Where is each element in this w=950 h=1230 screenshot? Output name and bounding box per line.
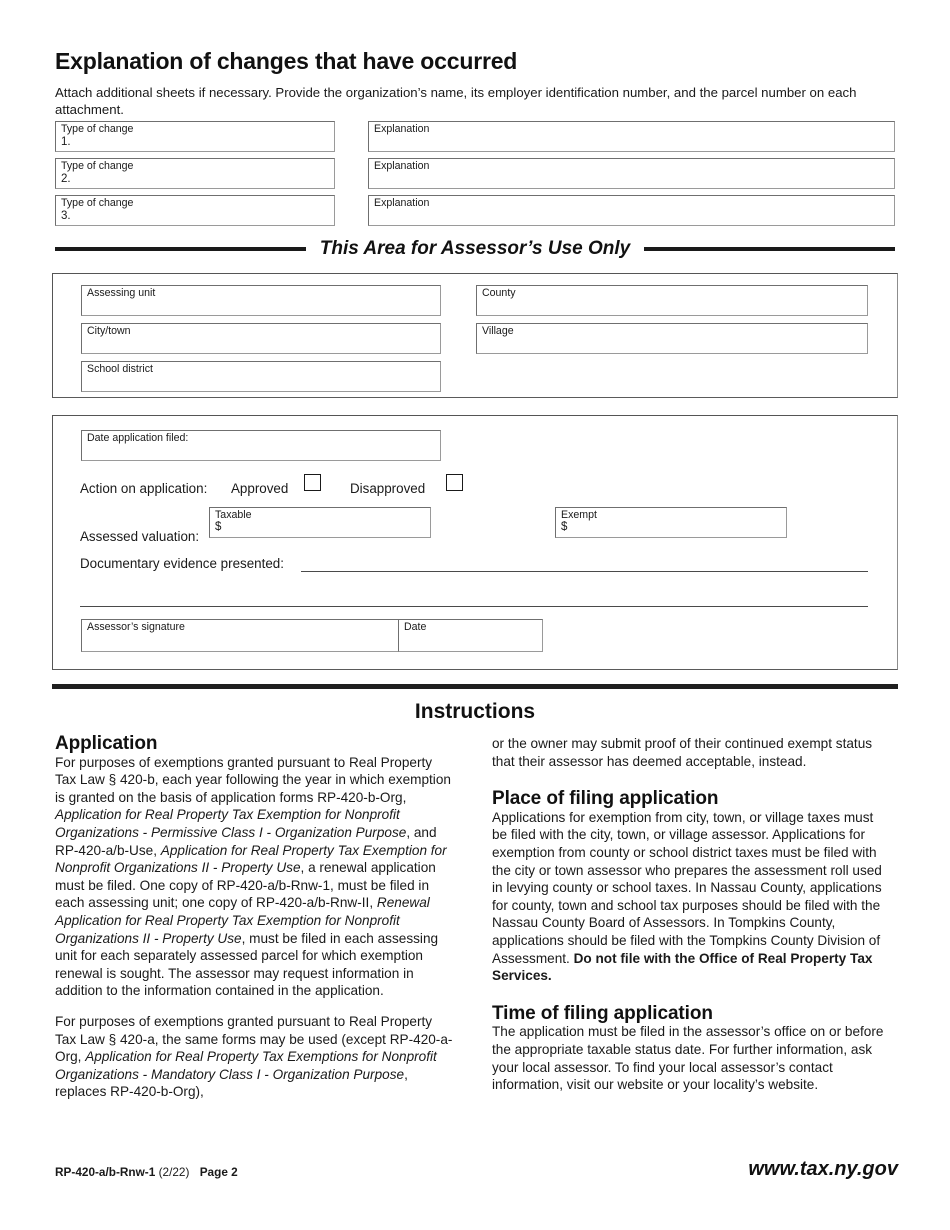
date-application-filed-field[interactable] [81,430,441,461]
application-paragraph-1: For purposes of exemptions granted pursuant to Real Property Tax Law § 420-b, each year following the year in which exemption is granted on the basis of application forms RP-420-b-Org, Application for Real Property Tax Exemption for Nonprofit Organizations - Permissive Class I - Organization Purpose, and RP-420-a/b-Use, Application for Real Property Tax Exemption for Nonprofit Organizations II - Property Use, a renewal application must be filed. One copy of RP-420-a/b-Rnw-1, must be filed in each assessing unit; one copy of RP-420-a/b-Rnw-II, Renewal Application for Real Property Tax Exemption for Nonprofit Organizations II - Property Use, must be filed in each assessing unit for each separately assessed parcel for which exemption renewal is sought. The assessor may request information in addition to the information contained in the application. [55,754,451,999]
documentary-evidence-label: Documentary evidence presented: [80,556,284,571]
date-application-filed-label: Date application filed: [87,432,189,444]
banner-rule-left [55,247,306,251]
instructions-right-column [492,735,892,1094]
city-town-field[interactable] [81,323,441,354]
application-paragraph-2: For purposes of exemptions granted pursuant to Real Property Tax Law § 420-a, the same forms may be used (except RP-420-a-Org, Application for Real Property Tax Exemptions for Nonprofit Organizations - Mandatory Class I - Organization Purpose, replaces RP-420-b-Org), [55,1013,453,1100]
footer-website: www.tax.ny.gov [748,1158,898,1180]
disapproved-checkbox[interactable] [446,474,463,491]
type-of-change-label-3: Type of change [61,197,134,209]
type-of-change-label-1: Type of change [61,123,134,135]
explanation-field-1[interactable] [368,121,895,152]
documentary-evidence-line-2[interactable] [80,606,868,607]
type-of-change-field-3[interactable] [55,195,335,226]
footer-page-number: Page 2 [199,1165,238,1179]
approved-checkbox[interactable] [304,474,321,491]
footer-form-code: RP-420-a/b-Rnw-1 [55,1165,156,1179]
footer-form-info [55,1165,238,1179]
time-of-filing-paragraph: The application must be filed in the assessor’s office on or before the appropriate taxable status date. For further information, ask your local assessor. To find your local assessor’s contact information, visit our website or your locality’s website. [492,1024,884,1093]
explanation-field-2[interactable] [368,158,895,189]
approved-label: Approved [231,481,289,496]
type-of-change-field-2[interactable] [55,158,335,189]
type-of-change-number-1: 1. [61,136,71,148]
city-town-label: City/town [87,325,131,337]
banner-rule-right [644,247,895,251]
assessing-unit-label: Assessing unit [87,287,156,299]
place-of-filing-heading: Place of filing application [492,788,719,810]
assessor-date-label: Date [404,621,427,633]
assessing-unit-field[interactable] [81,285,441,316]
assessor-date-field[interactable] [398,619,543,652]
explanation-label-3: Explanation [374,197,430,209]
county-label: County [482,287,516,299]
instructions-title: Instructions [414,700,536,723]
taxable-label: Taxable [215,509,252,521]
type-of-change-label-2: Type of change [61,160,134,172]
action-on-application-label: Action on application: [80,481,208,496]
school-district-field[interactable] [81,361,441,392]
school-district-label: School district [87,363,153,375]
assessed-valuation-label: Assessed valuation: [80,529,200,544]
page-title: Explanation of changes that have occurred [55,48,518,74]
assessor-action-panel [52,415,898,670]
exempt-currency-symbol: $ [561,521,568,533]
type-of-change-number-3: 3. [61,210,71,222]
documentary-evidence-line-1[interactable] [301,571,868,572]
application-continued-paragraph: or the owner may submit proof of their continued exempt status that their assessor has deemed acceptable, instead. [492,736,873,769]
assessor-signature-field[interactable] [81,619,399,652]
footer-revision: (2/22) [158,1165,190,1179]
village-label: Village [482,325,514,337]
type-of-change-number-2: 2. [61,173,71,185]
taxable-currency-symbol: $ [215,521,222,533]
exempt-valuation-field[interactable] [555,507,787,538]
section-subtitle: Attach additional sheets if necessary. Provide the organization’s name, its employer identification number, and the parcel number on each attachment. [55,85,857,117]
exempt-label: Exempt [561,509,597,521]
disapproved-label: Disapproved [350,481,426,496]
type-of-change-field-1[interactable] [55,121,335,152]
application-heading: Application [55,733,158,754]
county-field[interactable] [476,285,868,316]
taxable-valuation-field[interactable] [209,507,431,538]
place-of-filing-paragraph: Applications for exemption from city, town, or village taxes must be filed with the city, town, or village assessor. Applications for exemption from county or school district taxes must be filed with the city or town assessor who prepares the assessment roll used in levying county or school taxes. In Nassau County, applications for county, town and school tax purposes should be filed with the Nassau County Board of Assessors. In Tompkins County, applications should be filed with the Tompkins County Division of Assessment. Do not file with the Office of Real Property Tax Services. [492,809,882,984]
instructions-left-column [55,735,455,1101]
time-of-filing-heading: Time of filing application [492,1002,713,1024]
village-field[interactable] [476,323,868,354]
explanation-field-3[interactable] [368,195,895,226]
assessor-signature-label: Assessor’s signature [87,621,185,633]
explanation-label-1: Explanation [374,123,430,135]
explanation-label-2: Explanation [374,160,430,172]
assessor-use-banner-label: This Area for Assessor’s Use Only [319,238,631,259]
instructions-divider [52,684,898,689]
assessor-use-banner [55,236,895,262]
assessor-location-panel [52,273,898,398]
